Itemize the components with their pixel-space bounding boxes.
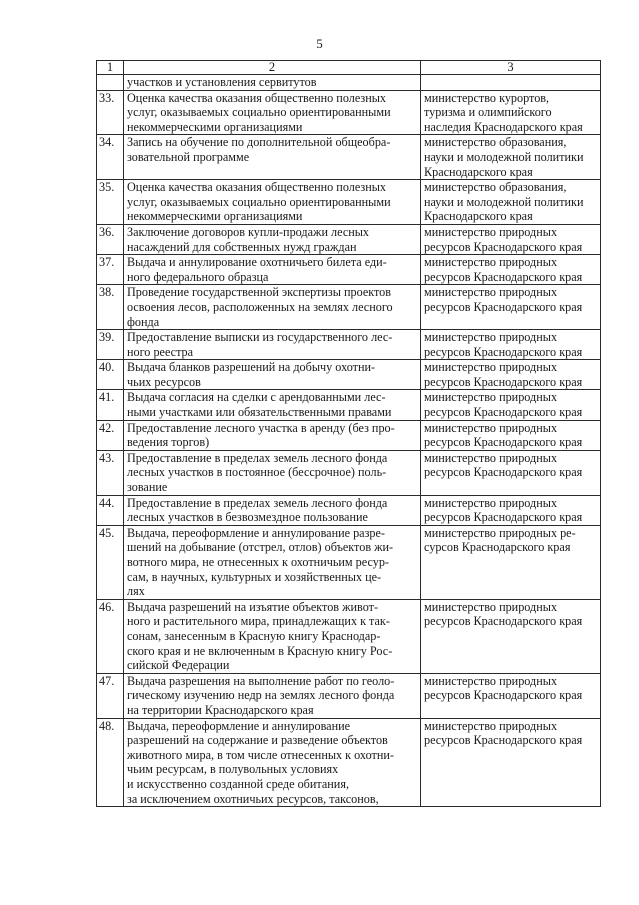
row-number: 46. (97, 599, 124, 673)
row-number: 48. (97, 718, 124, 807)
table-row (97, 495, 601, 525)
responsible-agency: министерство природных ресурсов Краснодарского края (421, 599, 601, 673)
service-name: Выдача и аннулирование охотничьего билета еди- ного федерального образца (124, 255, 421, 285)
row-number: 39. (97, 330, 124, 360)
table-row (97, 180, 601, 225)
table-header-row (97, 61, 601, 75)
row-number: 47. (97, 673, 124, 718)
responsible-agency: министерство природных ресурсов Краснодарского края (421, 360, 601, 390)
responsible-agency: министерство природных ресурсов Краснодарского края (421, 255, 601, 285)
continuation-row (97, 75, 601, 91)
responsible-agency: министерство природных ре- сурсов Краснодарского края (421, 525, 601, 599)
table-row (97, 285, 601, 330)
services-table (96, 60, 601, 807)
table-row (97, 450, 601, 495)
table-row (97, 718, 601, 807)
responsible-agency: министерство природных ресурсов Краснодарского края (421, 390, 601, 420)
row-number: 33. (97, 90, 124, 135)
responsible-agency: министерство природных ресурсов Краснодарского края (421, 450, 601, 495)
row-number: 35. (97, 180, 124, 225)
service-name: Выдача, переоформление и аннулирование разрешений на содержание и разведение объектов животного мира, в том числе отнесенных к охотни- чьим ресурсам, в полувольных условиях и искусственно созданной среде обитания, за исключением охотничьих ресурсов, таксонов, (124, 718, 421, 807)
row-number: 37. (97, 255, 124, 285)
row-number: 43. (97, 450, 124, 495)
header-col-2: 2 (124, 61, 421, 75)
responsible-agency: министерство образования, науки и молодежной политики Краснодарского края (421, 180, 601, 225)
header-col-1: 1 (97, 61, 124, 75)
table-row (97, 599, 601, 673)
service-name: Оценка качества оказания общественно полезных услуг, оказываемых социально ориентированными некоммерческими организациями (124, 180, 421, 225)
responsible-agency: министерство природных ресурсов Краснодарского края (421, 673, 601, 718)
service-name: Предоставление выписки из государственного лес- ного реестра (124, 330, 421, 360)
service-name: Запись на обучение по дополнительной общеобра- зовательной программе (124, 135, 421, 180)
responsible-agency: министерство природных ресурсов Краснодарского края (421, 330, 601, 360)
row-number: 34. (97, 135, 124, 180)
continuation-agency-cell (421, 75, 601, 91)
responsible-agency: министерство природных ресурсов Краснодарского края (421, 285, 601, 330)
page-number: 5 (316, 36, 323, 51)
table-row (97, 135, 601, 180)
service-name: Выдача согласия на сделки с арендованными лес- ными участками или обязательственными правами (124, 390, 421, 420)
responsible-agency: министерство природных ресурсов Краснодарского края (421, 495, 601, 525)
service-name: Выдача, переоформление и аннулирование разре- шений на добывание (отстрел, отлов) объектов жи- вотного мира, не отнесенных к охотничьим ресур- сам, в научных, культурных и хозяйственных це- лях (124, 525, 421, 599)
continuation-text: участков и установления сервитутов (124, 75, 421, 91)
row-number: 40. (97, 360, 124, 390)
table-row (97, 90, 601, 135)
service-name: Заключение договоров купли-продажи лесных насаждений для собственных нужд граждан (124, 224, 421, 254)
service-name: Выдача разрешений на изъятие объектов живот- ного и растительного мира, принадлежащих к так- сонам, занесенным в Красную книгу Краснодар- ского края и не включенным в Красную книгу Рос- сийской Федерации (124, 599, 421, 673)
responsible-agency: министерство образования, науки и молодежной политики Краснодарского края (421, 135, 601, 180)
responsible-agency: министерство природных ресурсов Краснодарского края (421, 420, 601, 450)
row-number: 42. (97, 420, 124, 450)
service-name: Предоставление в пределах земель лесного фонда лесных участков в постоянное (бессрочное) поль- зование (124, 450, 421, 495)
row-number: 36. (97, 224, 124, 254)
table-row (97, 525, 601, 599)
service-name: Выдача разрешения на выполнение работ по геоло- гическому изучению недр на землях лесного фонда на территории Краснодарского края (124, 673, 421, 718)
row-number: 44. (97, 495, 124, 525)
table-row (97, 360, 601, 390)
service-name: Проведение государственной экспертизы проектов освоения лесов, расположенных на землях лесного фонда (124, 285, 421, 330)
table-row (97, 420, 601, 450)
table-row (97, 330, 601, 360)
service-name: Предоставление в пределах земель лесного фонда лесных участков в безвозмездное пользование (124, 495, 421, 525)
table-row (97, 390, 601, 420)
continuation-num-cell (97, 75, 124, 91)
service-name: Оценка качества оказания общественно полезных услуг, оказываемых социально ориентированными некоммерческими организациями (124, 90, 421, 135)
row-number: 45. (97, 525, 124, 599)
service-name: Предоставление лесного участка в аренду (без про- ведения торгов) (124, 420, 421, 450)
responsible-agency: министерство курортов, туризма и олимпийского наследия Краснодарского края (421, 90, 601, 135)
table-row (97, 255, 601, 285)
header-col-3: 3 (421, 61, 601, 75)
row-number: 41. (97, 390, 124, 420)
service-name: Выдача бланков разрешений на добычу охотни- чьих ресурсов (124, 360, 421, 390)
row-number: 38. (97, 285, 124, 330)
responsible-agency: министерство природных ресурсов Краснодарского края (421, 224, 601, 254)
table-row (97, 673, 601, 718)
table-row (97, 224, 601, 254)
responsible-agency: министерство природных ресурсов Краснодарского края (421, 718, 601, 807)
